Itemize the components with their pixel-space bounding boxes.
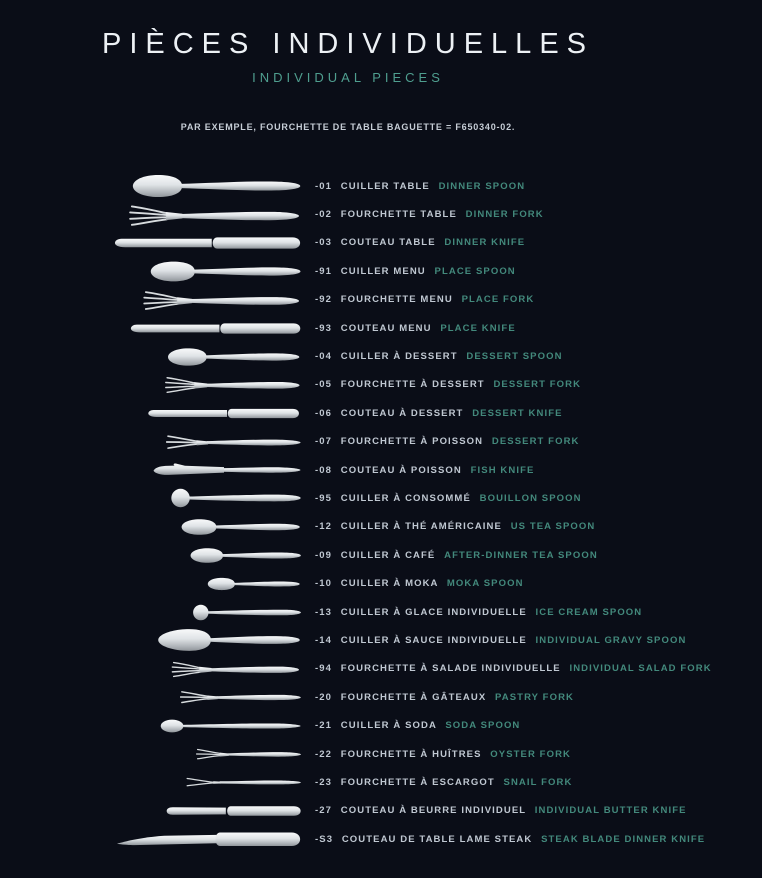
after-dinner-tea-spoon-icon — [0, 547, 302, 564]
page-subtitle: INDIVIDUAL PIECES — [252, 70, 444, 85]
item-code: -05 — [315, 379, 333, 391]
dessert-fork-icon — [0, 375, 302, 394]
item-name-fr: CUILLER À SODA — [340, 720, 437, 732]
item-name-en: PASTRY FORK — [495, 691, 574, 703]
item-code: -03 — [315, 237, 333, 249]
list-item — [0, 655, 762, 683]
item-label — [315, 408, 563, 419]
place-fork-icon — [0, 289, 302, 311]
item-list — [0, 172, 762, 853]
list-item — [0, 484, 762, 512]
item-name-fr: CUILLER À DESSERT — [340, 351, 458, 363]
item-name-en: INDIVIDUAL GRAVY SPOON — [535, 634, 687, 646]
item-name-fr: COUTEAU À POISSON — [340, 464, 462, 476]
place-spoon-icon — [0, 260, 302, 283]
dessert-spoon-icon — [0, 347, 302, 367]
item-name-fr: COUTEAU À DESSERT — [340, 407, 464, 419]
item-name-fr: CUILLER À GLACE INDIVIDUELLE — [340, 606, 527, 618]
item-label — [315, 351, 563, 362]
pastry-fork-icon — [0, 689, 302, 705]
item-code: -23 — [315, 776, 333, 788]
item-name-fr: CUILLER À CONSOMMÉ — [340, 492, 471, 504]
list-item — [0, 626, 762, 654]
item-name-en: STEAK BLADE DINNER KNIFE — [541, 833, 706, 845]
item-code: -20 — [315, 691, 333, 703]
item-code: -95 — [315, 492, 333, 504]
item-label — [315, 834, 705, 845]
item-name-fr: FOURCHETTE MENU — [340, 294, 453, 306]
item-code: -27 — [315, 805, 333, 817]
item-name-fr: FOURCHETTE À HUÎTRES — [340, 748, 482, 760]
item-name-en: INDIVIDUAL BUTTER KNIFE — [534, 805, 687, 817]
place-knife-icon — [0, 321, 302, 336]
item-name-en: US TEA SPOON — [510, 521, 596, 533]
list-item — [0, 456, 762, 484]
item-name-fr: COUTEAU MENU — [340, 322, 432, 334]
soda-spoon-icon — [0, 718, 302, 734]
item-code: -21 — [315, 720, 333, 732]
item-name-fr: CUILLER TABLE — [340, 180, 430, 192]
dinner-knife-icon — [0, 235, 302, 251]
item-label — [315, 720, 520, 731]
item-name-en: FISH KNIFE — [470, 464, 535, 476]
item-name-en: AFTER-DINNER TEA SPOON — [444, 549, 598, 561]
item-code: -14 — [315, 634, 333, 646]
item-label — [315, 294, 534, 305]
item-label — [315, 493, 582, 504]
item-name-fr: CUILLER À SAUCE INDIVIDUELLE — [340, 634, 527, 646]
item-name-en: SNAIL FORK — [503, 776, 573, 788]
item-label — [315, 266, 516, 277]
item-name-fr: FOURCHETTE À DESSERT — [340, 379, 485, 391]
list-item — [0, 740, 762, 768]
item-name-en: SODA SPOON — [445, 720, 521, 732]
list-item — [0, 342, 762, 370]
item-code: -06 — [315, 407, 333, 419]
item-name-en: MOKA SPOON — [446, 578, 524, 590]
item-code: -02 — [315, 209, 333, 221]
item-label — [315, 805, 687, 816]
item-name-en: DINNER SPOON — [438, 180, 526, 192]
list-item — [0, 768, 762, 796]
item-name-fr: FOURCHETTE À POISSON — [340, 436, 484, 448]
item-code: -10 — [315, 578, 333, 590]
item-name-fr: COUTEAU TABLE — [340, 237, 436, 249]
dessert-knife-icon — [0, 407, 302, 420]
list-item — [0, 200, 762, 228]
list-item — [0, 541, 762, 569]
item-label — [315, 465, 534, 476]
snail-fork-icon — [0, 776, 302, 788]
item-code: -93 — [315, 322, 333, 334]
list-item — [0, 314, 762, 342]
item-label — [315, 379, 581, 390]
example-note: PAR EXEMPLE, FOURCHETTE DE TABLE BAGUETTE = F650340-02. — [180, 122, 516, 132]
item-name-fr: COUTEAU À BEURRE INDIVIDUEL — [340, 805, 527, 817]
item-name-fr: FOURCHETTE À ESCARGOT — [340, 776, 495, 788]
item-name-en: PLACE KNIFE — [440, 322, 516, 334]
ice-cream-spoon-icon — [0, 604, 302, 621]
item-name-fr: COUTEAU DE TABLE LAME STEAK — [341, 833, 533, 845]
list-item — [0, 797, 762, 825]
item-label — [315, 777, 572, 788]
item-label — [315, 635, 686, 646]
item-label — [315, 521, 595, 532]
list-item — [0, 428, 762, 456]
item-code: -04 — [315, 351, 333, 363]
page-header — [0, 0, 696, 132]
individual-gravy-spoon-icon — [0, 627, 302, 653]
item-label — [315, 692, 574, 703]
oyster-fork-icon — [0, 747, 302, 761]
steak-blade-dinner-knife-icon — [0, 830, 302, 849]
item-name-en: DINNER KNIFE — [444, 237, 526, 249]
list-item — [0, 229, 762, 257]
list-item — [0, 257, 762, 285]
list-item — [0, 569, 762, 597]
item-label — [315, 436, 580, 447]
item-code: -13 — [315, 606, 333, 618]
bouillon-spoon-icon — [0, 488, 302, 508]
item-label — [315, 550, 598, 561]
item-code: -07 — [315, 436, 333, 448]
fish-knife-icon — [0, 461, 302, 479]
list-item — [0, 711, 762, 739]
item-name-fr: CUILLER MENU — [340, 265, 426, 277]
moka-spoon-icon — [0, 577, 302, 591]
item-label — [315, 749, 571, 760]
list-item — [0, 371, 762, 399]
item-name-en: DINNER FORK — [465, 209, 544, 221]
item-name-en: DESSERT SPOON — [466, 351, 563, 363]
item-code: -S3 — [315, 833, 334, 845]
item-label — [315, 663, 712, 674]
list-item — [0, 172, 762, 200]
item-name-fr: CUILLER À CAFÉ — [340, 549, 436, 561]
item-label — [315, 607, 642, 618]
item-name-en: OYSTER FORK — [490, 748, 571, 760]
list-item — [0, 825, 762, 853]
item-code: -94 — [315, 663, 333, 675]
list-item — [0, 513, 762, 541]
dinner-spoon-icon — [0, 173, 302, 199]
item-name-en: BOUILLON SPOON — [479, 492, 582, 504]
item-name-fr: CUILLER À THÉ AMÉRICAINE — [340, 521, 502, 533]
item-name-en: INDIVIDUAL SALAD FORK — [569, 663, 712, 675]
list-item — [0, 598, 762, 626]
list-item — [0, 399, 762, 427]
item-name-fr: FOURCHETTE À GÂTEAUX — [340, 691, 487, 703]
item-code: -01 — [315, 180, 333, 192]
list-item — [0, 286, 762, 314]
item-code: -91 — [315, 265, 333, 277]
individual-salad-fork-icon — [0, 660, 302, 678]
item-code: -08 — [315, 464, 333, 476]
item-code: -12 — [315, 521, 333, 533]
dessert-fork-icon — [0, 433, 302, 451]
item-label — [315, 237, 525, 248]
item-name-en: DESSERT KNIFE — [472, 407, 563, 419]
page-title: PIÈCES INDIVIDUELLES — [102, 28, 594, 60]
item-code: -92 — [315, 294, 333, 306]
item-code: -09 — [315, 549, 333, 561]
item-label — [315, 578, 524, 589]
item-name-fr: FOURCHETTE TABLE — [340, 209, 457, 221]
item-label — [315, 209, 544, 220]
dinner-fork-icon — [0, 203, 302, 227]
item-code: -22 — [315, 748, 333, 760]
item-name-en: ICE CREAM SPOON — [535, 606, 643, 618]
item-name-fr: FOURCHETTE À SALADE INDIVIDUELLE — [340, 663, 561, 675]
item-label — [315, 181, 525, 192]
list-item — [0, 683, 762, 711]
item-name-en: DESSERT FORK — [491, 436, 580, 448]
individual-butter-knife-icon — [0, 804, 302, 818]
item-name-en: PLACE SPOON — [434, 265, 516, 277]
us-tea-spoon-icon — [0, 518, 302, 536]
item-name-en: DESSERT FORK — [493, 379, 582, 391]
item-name-en: PLACE FORK — [461, 294, 535, 306]
item-label — [315, 323, 516, 334]
item-name-fr: CUILLER À MOKA — [340, 578, 439, 590]
